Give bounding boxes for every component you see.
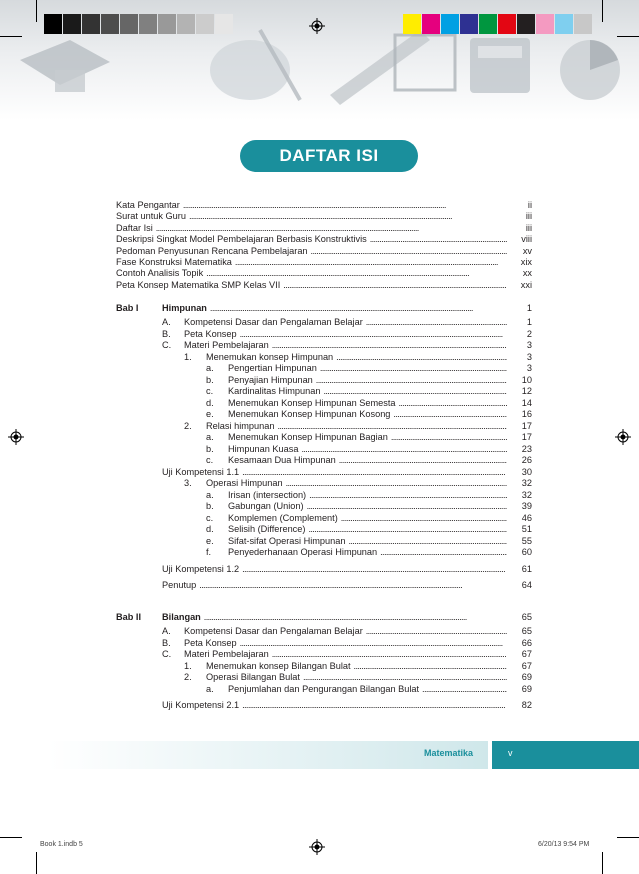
toc-page-number: 26 [521,455,532,465]
toc-entry: Peta Konsep [184,328,237,339]
bab-number: Bab I [116,303,139,313]
toc-entry: Menemukan Konsep Himpunan Kosong [228,409,391,419]
toc-page-number: 65 [521,612,532,622]
dot-leader [301,443,507,455]
bab-number: Bab II [116,612,142,622]
toc-page-number: 30 [521,466,532,477]
toc-page-number: 3 [526,351,532,362]
toc-item-marker: a. [206,363,214,373]
dot-leader [308,523,507,535]
toc-page-number: 3 [526,363,532,373]
toc-entry: Materi Pembelajaran [184,649,269,659]
toc-entry: Gabungan (Union) [228,501,304,511]
dot-leader [204,611,507,623]
toc-item-marker: A. [162,626,171,636]
toc-item-marker: 2. [184,420,192,431]
toc-item-marker: f. [206,547,212,557]
toc-page-number: 17 [521,420,532,431]
dot-leader [240,637,507,649]
toc-entry: Himpunan Kuasa [228,443,299,454]
toc-entry: Fase Konstruksi Matematika [116,257,232,267]
toc-page-number: 10 [521,374,532,385]
toc-entry: Kardinalitas Himpunan [228,386,321,396]
dot-leader [309,489,507,501]
toc-item-marker: C. [162,649,172,659]
toc-page-number: 67 [521,649,532,659]
dot-leader [380,546,507,558]
dot-leader [272,339,507,351]
dot-leader [199,579,507,591]
toc-entry: Menemukan Konsep Himpunan Bagian [228,432,388,442]
dot-leader [311,245,507,257]
dot-leader [341,512,507,524]
toc-item-marker: 3. [184,478,192,488]
toc-page-number: 3 [526,340,532,350]
toc-item-marker: 1. [184,351,192,362]
toc-entry: Penjumlahan dan Pengurangan Bilangan Bulat [228,683,420,694]
dot-leader [336,351,507,363]
toc-page-number: 1 [526,317,532,327]
toc-page-number: 46 [521,512,532,523]
footer-subject: Matematika [424,748,474,758]
toc-entry: Penyajian Himpunan [228,374,313,385]
dot-leader [320,362,507,374]
dot-leader [283,279,507,291]
dot-leader [156,222,507,234]
toc-page-number: 69 [521,672,532,682]
toc-entry: Operasi Himpunan [206,478,283,488]
toc-page-number: viii [521,234,532,245]
toc-entry: Komplemen (Complement) [228,512,338,523]
dot-leader [242,699,507,711]
toc-item-marker: a. [206,683,214,694]
toc-page-number: 51 [521,524,532,534]
dot-leader [183,199,507,211]
toc-entry: Menemukan Konsep Himpunan Semesta [228,397,396,408]
toc-page-number: iii [525,211,532,222]
toc-entry: Kompetensi Dasar dan Pengalaman Belajar [184,626,363,636]
footer-page-number: v [508,748,513,758]
toc-page-number: 82 [521,700,532,710]
dot-leader [366,625,507,637]
toc-item-marker: A. [162,317,171,327]
dot-leader [286,477,507,489]
toc-entry: Penyederhanaan Operasi Himpunan [228,547,378,557]
dot-leader [354,660,507,672]
toc-entry: Menemukan konsep Bilangan Bulat [206,660,351,671]
toc-item-marker: e. [206,535,214,546]
dot-leader [339,454,507,466]
toc-entry: Sifat-sifat Operasi Himpunan [228,535,346,546]
dot-leader [391,431,507,443]
dot-leader [210,302,507,314]
dot-leader [235,256,507,268]
toc-page-number: 32 [521,478,532,488]
toc-entry: Kompetensi Dasar dan Pengalaman Belajar [184,317,363,327]
dot-leader [189,210,507,222]
toc-page-number: 61 [521,563,532,574]
toc-entry: Kata Pengantar [116,200,180,210]
toc-entry: Peta Konsep [184,637,237,648]
toc-entry: Penutup [162,580,197,590]
toc-page-number: xx [522,268,532,279]
toc-entry: Selisih (Difference) [228,524,306,534]
toc-page-number: iii [525,222,532,233]
toc-page-number: ii [527,200,532,210]
toc-entry: Relasi himpunan [206,420,275,431]
toc-item-marker: b. [206,443,214,454]
toc-entry: Peta Konsep Matematika SMP Kelas VII [116,279,281,290]
toc-item-marker: c. [206,512,214,523]
toc-entry: Uji Kompetensi 1.1 [162,466,240,477]
toc-entry: Menemukan konsep Himpunan [206,351,334,362]
toc-page-number: 66 [521,637,532,648]
toc-item-marker: a. [206,489,214,500]
toc-page-number: 67 [521,660,532,671]
toc-page-number: 65 [521,626,532,636]
toc-item-marker: c. [206,455,214,465]
footer-page-block [492,741,639,769]
dot-leader [316,374,507,386]
toc-page-number: 69 [521,683,532,694]
toc-item-marker: b. [206,374,214,385]
toc-page-number: 23 [521,443,532,454]
toc-entry: Pengertian Himpunan [228,363,317,373]
dot-leader [307,500,507,512]
dot-leader [303,671,507,683]
footer-band [48,741,488,769]
dot-leader [206,267,507,279]
toc-page-number: 39 [521,501,532,511]
toc-item-marker: c. [206,386,214,396]
toc-entry: Daftar Isi [116,222,153,233]
toc-page-number: 1 [526,303,532,313]
dot-leader [348,535,507,547]
toc-page-number: 60 [521,547,532,557]
toc-item-marker: B. [162,328,171,339]
toc-item-marker: d. [206,397,214,408]
toc-item-marker: a. [206,432,214,442]
toc-entry: Uji Kompetensi 2.1 [162,700,240,710]
toc-item-marker: B. [162,637,171,648]
dot-leader [240,328,507,340]
toc-entry: Kesamaan Dua Himpunan [228,455,336,465]
toc-page-number: xxi [520,279,532,290]
toc-entry: Surat untuk Guru [116,211,186,222]
page-title: DAFTAR ISI [240,140,418,172]
bab-title: Bilangan [162,612,201,622]
toc-page-number: 55 [521,535,532,546]
toc-page-number: 12 [521,386,532,396]
slug-timestamp: 6/20/13 9:54 PM [538,841,590,848]
dot-leader [242,563,507,575]
toc-page-number: 14 [521,397,532,408]
toc-entry: Irisan (intersection) [228,489,307,500]
toc-entry: Operasi Bilangan Bulat [206,672,300,682]
dot-leader [366,316,507,328]
toc-entry: Contoh Analisis Topik [116,268,204,279]
toc-entry: Deskripsi Singkat Model Pembelajaran Berbasis Konstruktivis [116,234,367,245]
dot-leader [323,385,507,397]
dot-leader [399,397,507,409]
dot-leader [393,408,507,420]
toc-entry: Pedoman Penyusunan Rencana Pembelajaran [116,245,308,256]
bab-title: Himpunan [162,303,207,313]
toc-page-number: 2 [526,328,532,339]
toc-page-number: 16 [521,409,532,419]
toc-page-number: 32 [521,489,532,500]
toc-item-marker: 1. [184,660,192,671]
dot-leader [277,420,507,432]
dot-leader [370,233,507,245]
slug-file-info: Book 1.indb 5 [40,841,83,848]
toc-entry: Materi Pembelajaran [184,340,269,350]
dot-leader [242,466,507,478]
toc-entry: Uji Kompetensi 1.2 [162,563,240,574]
toc-page-number: 64 [521,580,532,590]
toc-item-marker: d. [206,524,214,534]
toc-item-marker: b. [206,501,214,511]
toc-page-number: xv [522,245,532,256]
toc-item-marker: 2. [184,672,192,682]
toc-item-marker: e. [206,409,214,419]
dot-leader [272,648,507,660]
toc-page-number: xix [520,257,532,267]
toc-item-marker: C. [162,340,172,350]
toc-page-number: 17 [521,432,532,442]
